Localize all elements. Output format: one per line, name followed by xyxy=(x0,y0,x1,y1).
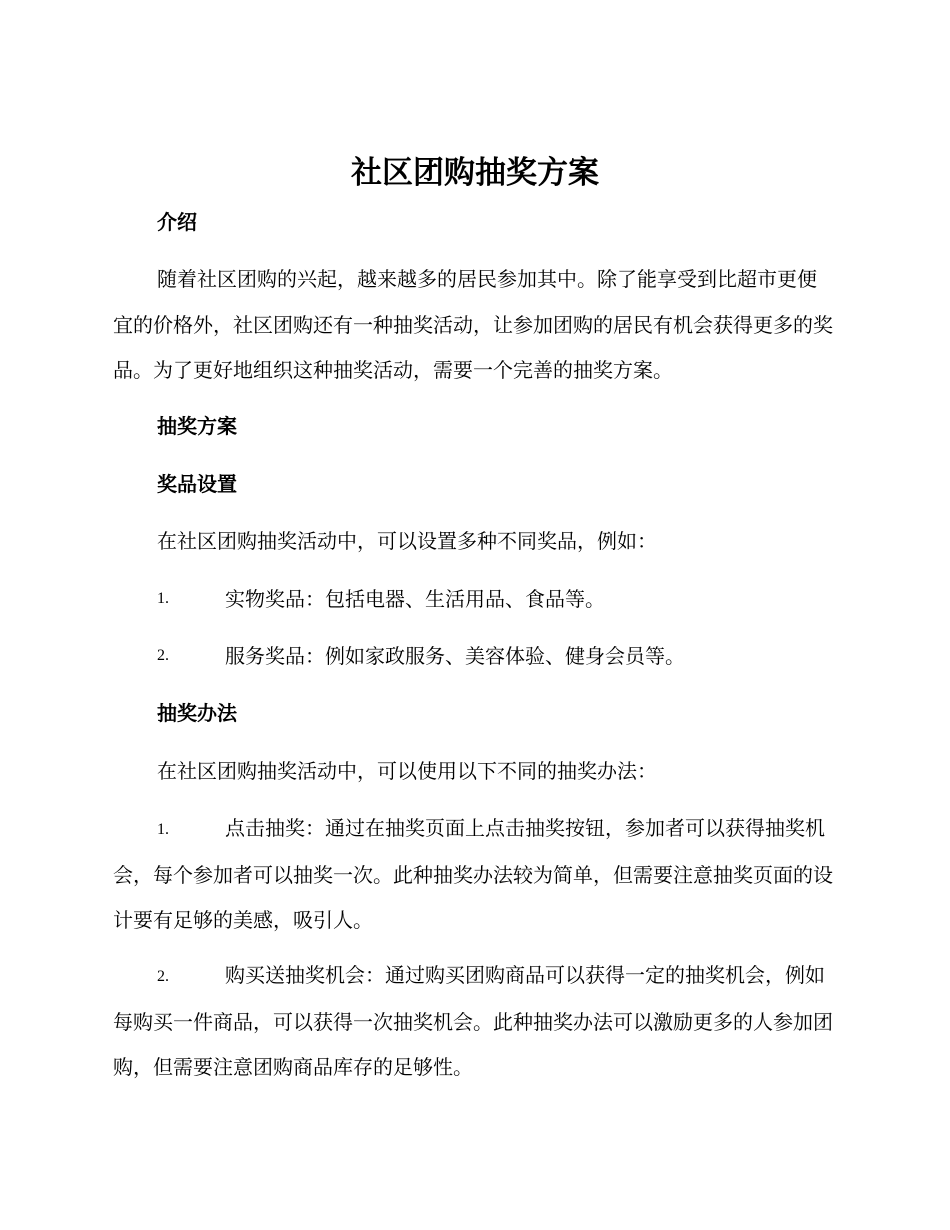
document-title: 社区团购抽奖方案 xyxy=(351,155,599,191)
list-item-number: 2. xyxy=(157,968,169,985)
method-list-item xyxy=(113,806,833,944)
prizes-lead-text: 在社区团购抽奖活动中，可以设置多种不同奖品，例如： xyxy=(157,529,657,553)
methods-lead-text: 在社区团购抽奖活动中，可以使用以下不同的抽奖办法： xyxy=(157,759,657,783)
section-heading-methods: 抽奖办法 xyxy=(157,701,237,725)
list-item-number: 2. xyxy=(157,647,169,664)
prize-list-item xyxy=(0,585,950,613)
section-heading-intro: 介绍 xyxy=(157,210,197,234)
list-item-number: 1. xyxy=(157,590,169,607)
list-item-text: 服务奖品：例如家政服务、美容体验、健身会员等。 xyxy=(225,644,685,668)
prize-list-item xyxy=(0,642,950,670)
method-list-item xyxy=(113,953,833,1091)
list-item-number: 1. xyxy=(157,821,169,838)
intro-paragraph: 随着社区团购的兴起，越来越多的居民参加其中。除了能享受到比超市更便宜的价格外，社区团购还有一种抽奖活动，让参加团购的居民有机会获得更多的奖品。为了更好地组织这种抽奖活动，需要一个完善的抽奖方案。 xyxy=(113,267,833,382)
list-item-text: 购买送抽奖机会：通过购买团购商品可以获得一定的抽奖机会，例如每购买一件商品，可以获得一次抽奖机会。此种抽奖办法可以激励更多的人参加团购，但需要注意团购商品库存的足够性。 xyxy=(113,963,833,1079)
list-item-text: 实物奖品：包括电器、生活用品、食品等。 xyxy=(225,587,605,611)
section-heading-prizes: 奖品设置 xyxy=(157,472,237,496)
section-heading-plan: 抽奖方案 xyxy=(157,414,237,438)
list-item-text: 点击抽奖：通过在抽奖页面上点击抽奖按钮，参加者可以获得抽奖机会，每个参加者可以抽奖一次。此种抽奖办法较为简单，但需要注意抽奖页面的设计要有足够的美感，吸引人。 xyxy=(113,816,833,932)
